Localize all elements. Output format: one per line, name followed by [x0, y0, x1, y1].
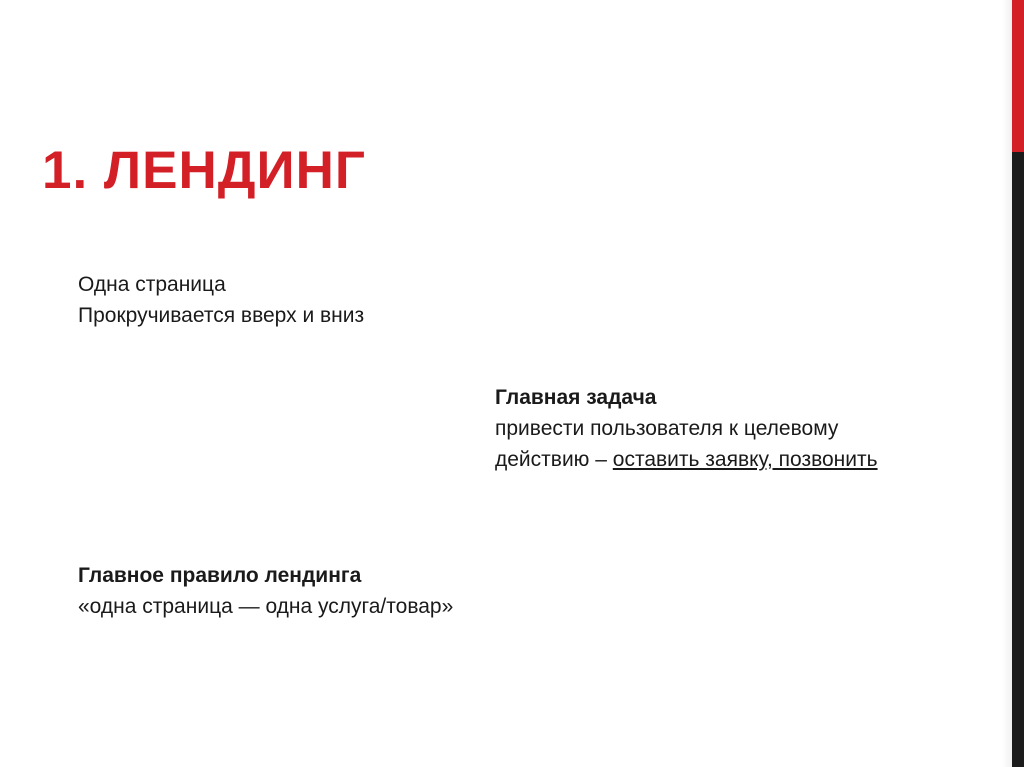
accent-bar-dark-segment	[1012, 152, 1024, 767]
main-task-line-2-prefix: действию –	[495, 448, 613, 471]
main-rule-text: «одна страница — одна услуга/товар»	[78, 595, 454, 618]
intro-line-1: Одна страница	[78, 273, 226, 296]
main-rule-heading: Главное правило лендинга	[78, 564, 362, 587]
edge-shadow	[1002, 0, 1012, 767]
main-rule-block	[78, 560, 453, 622]
slide-title: 1. ЛЕНДИНГ	[42, 141, 366, 200]
main-task-line-2	[495, 444, 878, 475]
intro-line-2: Прокручивается вверх и вниз	[78, 304, 365, 327]
main-task-block	[495, 382, 878, 475]
intro-block	[78, 269, 364, 331]
accent-bar	[1012, 0, 1024, 767]
main-task-line-1: привести пользователя к целевому	[495, 417, 839, 440]
accent-bar-red-segment	[1012, 0, 1024, 152]
main-task-underlined-text: оставить заявку, позвонить	[612, 448, 878, 471]
main-task-heading: Главная задача	[495, 386, 657, 409]
